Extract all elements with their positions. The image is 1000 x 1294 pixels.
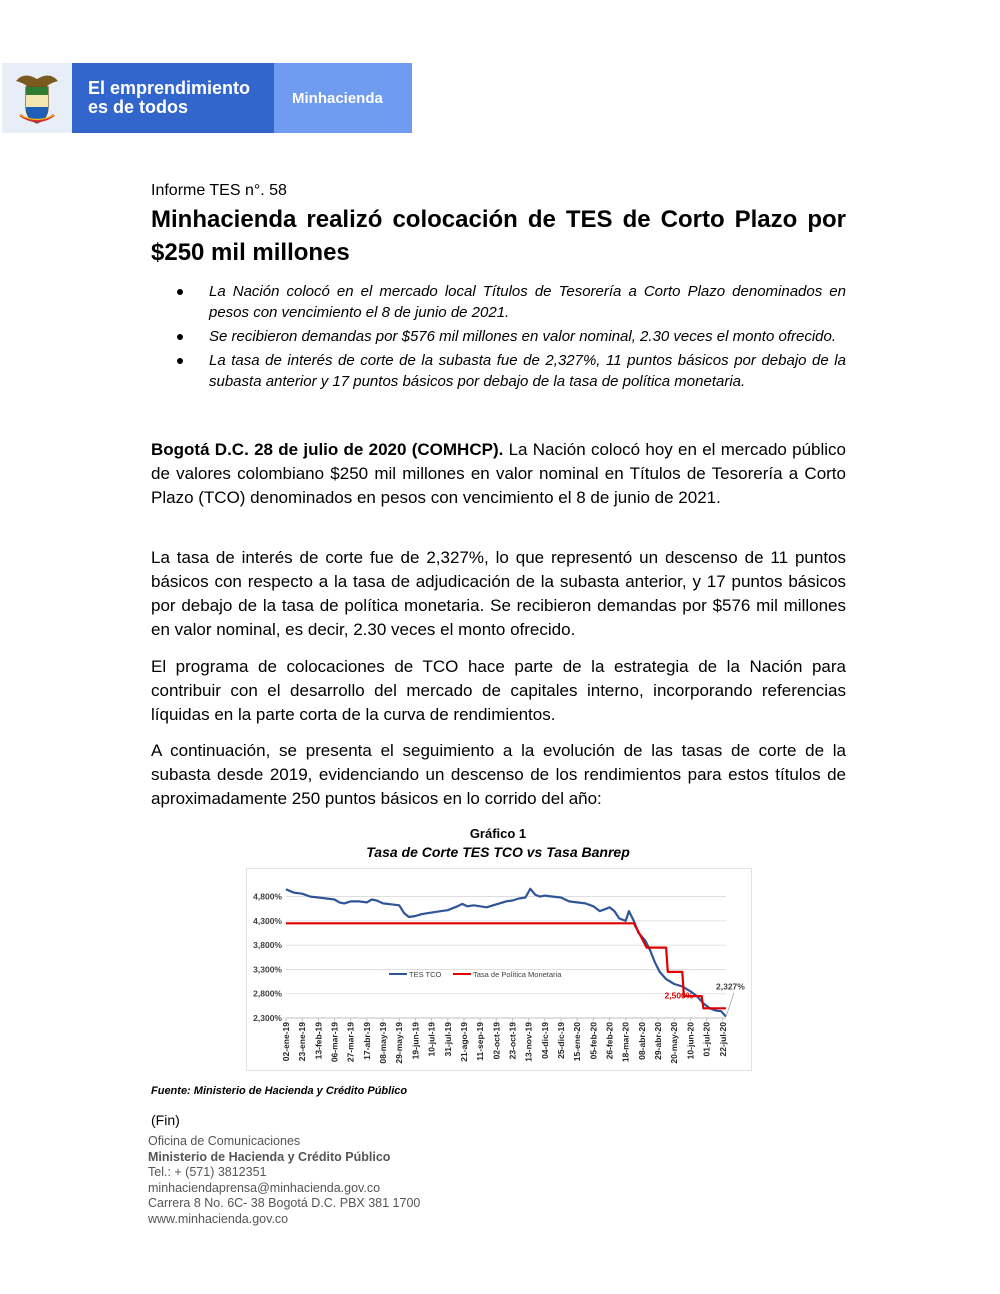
ministry-name: Ministerio de Hacienda y Crédito Público xyxy=(148,1149,391,1164)
legend-label: Tasa de Política Monetaria xyxy=(473,970,562,979)
x-tick-label: 15-ene-20 xyxy=(572,1022,583,1062)
phone: Tel.: + (571) 3812351 xyxy=(148,1165,267,1179)
bullet-icon xyxy=(177,358,183,364)
slogan-line-2: es de todos xyxy=(88,97,189,117)
x-tick-label: 05-feb-20 xyxy=(588,1022,599,1060)
website-link[interactable]: www.minhacienda.gov.co xyxy=(148,1211,289,1226)
summary-bullets xyxy=(151,281,846,395)
brand-block xyxy=(274,63,412,133)
headline: Minhacienda realizó colocación de TES de Corto Plazo por $250 mil millones xyxy=(151,206,846,266)
bullet-icon xyxy=(177,289,183,295)
bullet-text: La tasa de interés de corte de la subasta fue de 2,327%, 11 puntos básicos por debajo de la subasta anterior y 17 puntos básicos por debajo de la tasa de política monetaria. xyxy=(209,352,846,390)
x-tick-label: 25-dic-19 xyxy=(556,1022,566,1059)
y-tick-label: 3,800% xyxy=(253,940,282,951)
x-tick-label: 29-may-19 xyxy=(394,1022,405,1064)
x-tick-label: 08-abr-20 xyxy=(636,1022,647,1060)
y-tick-label: 3,300% xyxy=(253,964,282,975)
bullet-text: Se recibieron demandas por $576 mil millones en valor nominal, 2.30 veces el monto ofrecido. xyxy=(209,328,837,345)
x-tick-label: 01-jul-20 xyxy=(701,1022,712,1057)
x-tick-label: 04-dic-19 xyxy=(539,1022,550,1059)
x-tick-label: 08-may-19 xyxy=(378,1022,389,1064)
x-tick-label: 21-ago-19 xyxy=(458,1022,469,1062)
x-tick-label: 29-abr-20 xyxy=(653,1022,664,1060)
slogan-block xyxy=(2,63,274,133)
x-tick-label: 31-jul-19 xyxy=(442,1022,453,1057)
annotation-label: 2,327% xyxy=(716,981,745,992)
bullet-item xyxy=(151,281,846,323)
x-tick-label: 11-sep-19 xyxy=(475,1022,486,1061)
end-marker: (Fin) xyxy=(151,1112,180,1128)
email-link[interactable]: minhaciendaprensa@minhacienda.gov.co xyxy=(148,1180,381,1195)
address: Carrera 8 No. 6C- 38 Bogotá D.C. PBX 381 1700 xyxy=(148,1196,421,1210)
paragraph-3: El programa de colocaciones de TCO hace parte de la estrategia de la Nación para contribuir con el desarrollo del mercado de capitales interno, incorporando referencias líquidas en la parte corta de la curva de rendimientos. xyxy=(151,657,846,724)
paragraph-1 xyxy=(151,438,846,510)
coat-of-arms-icon xyxy=(2,63,72,133)
x-tick-label: 26-feb-20 xyxy=(604,1022,615,1060)
x-tick-label: 22-jul-20 xyxy=(717,1022,728,1057)
dateline: Bogotá D.C. 28 de julio de 2020 (COMHCP). xyxy=(151,440,504,459)
x-tick-label: 17-abr-19 xyxy=(361,1022,372,1060)
rate-chart xyxy=(246,868,752,1071)
legend-label: TES TCO xyxy=(409,970,442,979)
figure-title: Tasa de Corte TES TCO vs Tasa Banrep xyxy=(366,844,630,860)
paragraph-2: La tasa de interés de corte fue de 2,327%, lo que representó un descenso de 11 puntos básicos con respecto a la tasa de adjudicación de la subasta anterior, y 17 puntos básicos por debajo de la tasa de política monetaria. Se recibieron demandas por $576 mil millones en valor nominal, es decir, 2.30 veces el monto ofrecido. xyxy=(151,548,846,639)
x-tick-label: 27-mar-19 xyxy=(345,1022,356,1063)
bullet-item xyxy=(151,326,846,347)
annotation-label: 2,500% xyxy=(664,990,694,1001)
x-tick-label: 06-mar-19 xyxy=(329,1022,340,1063)
brand-name: Minhacienda xyxy=(292,89,383,107)
paragraph-1-text: La Nación colocó hoy en el mercado público de valores colombiano $250 mil millones en valor nominal en Títulos de Tesorería a Corto Plazo (TCO) denominados en pesos con vencimiento el 8 de junio de 2021. xyxy=(151,440,846,507)
x-tick-label: 10-jun-20 xyxy=(685,1022,696,1060)
x-tick-label: 10-jul-19 xyxy=(426,1022,437,1057)
rate-chart-svg xyxy=(246,868,752,1071)
header-banner xyxy=(2,63,412,133)
figure-number: Gráfico 1 xyxy=(469,826,527,841)
paragraph-4: A continuación, se presenta el seguimiento a la evolución de las tasas de corte de la subasta desde 2019, evidenciando un descenso de los rendimientos para estos títulos de aproximadamente 250 puntos básicos en lo corrido del año: xyxy=(151,741,846,808)
office-name: Oficina de Comunicaciones xyxy=(148,1134,301,1148)
x-tick-label: 19-jun-19 xyxy=(410,1022,421,1060)
y-tick-label: 2,800% xyxy=(253,988,282,999)
y-tick-label: 4,300% xyxy=(253,915,282,926)
contact-block xyxy=(148,1134,420,1227)
x-tick-label: 18-mar-20 xyxy=(620,1022,631,1063)
x-tick-label: 02-oct-19 xyxy=(491,1022,502,1060)
slogan-line-1: El emprendimiento xyxy=(88,78,251,98)
y-tick-label: 4,800% xyxy=(253,891,282,902)
figure-source: Fuente: Ministerio de Hacienda y Crédito Público xyxy=(151,1085,408,1097)
x-tick-label: 23-oct-19 xyxy=(507,1022,518,1060)
slogan xyxy=(72,79,250,117)
bullet-icon xyxy=(177,334,183,340)
bullet-item xyxy=(151,350,846,392)
x-tick-label: 02-ene-19 xyxy=(281,1022,291,1062)
report-number: Informe TES n°. 58 xyxy=(151,182,287,199)
x-tick-label: 23-ene-19 xyxy=(297,1022,308,1062)
figure-caption xyxy=(150,825,846,861)
y-tick-label: 2,300% xyxy=(253,1013,282,1023)
x-tick-label: 20-may-20 xyxy=(669,1022,680,1064)
bullet-text: La Nación colocó en el mercado local Títulos de Tesorería a Corto Plazo denominados en pesos con vencimiento el 8 de junio de 2021. xyxy=(209,283,846,321)
x-tick-label: 13-feb-19 xyxy=(313,1022,324,1060)
x-tick-label: 13-nov-19 xyxy=(523,1022,534,1062)
